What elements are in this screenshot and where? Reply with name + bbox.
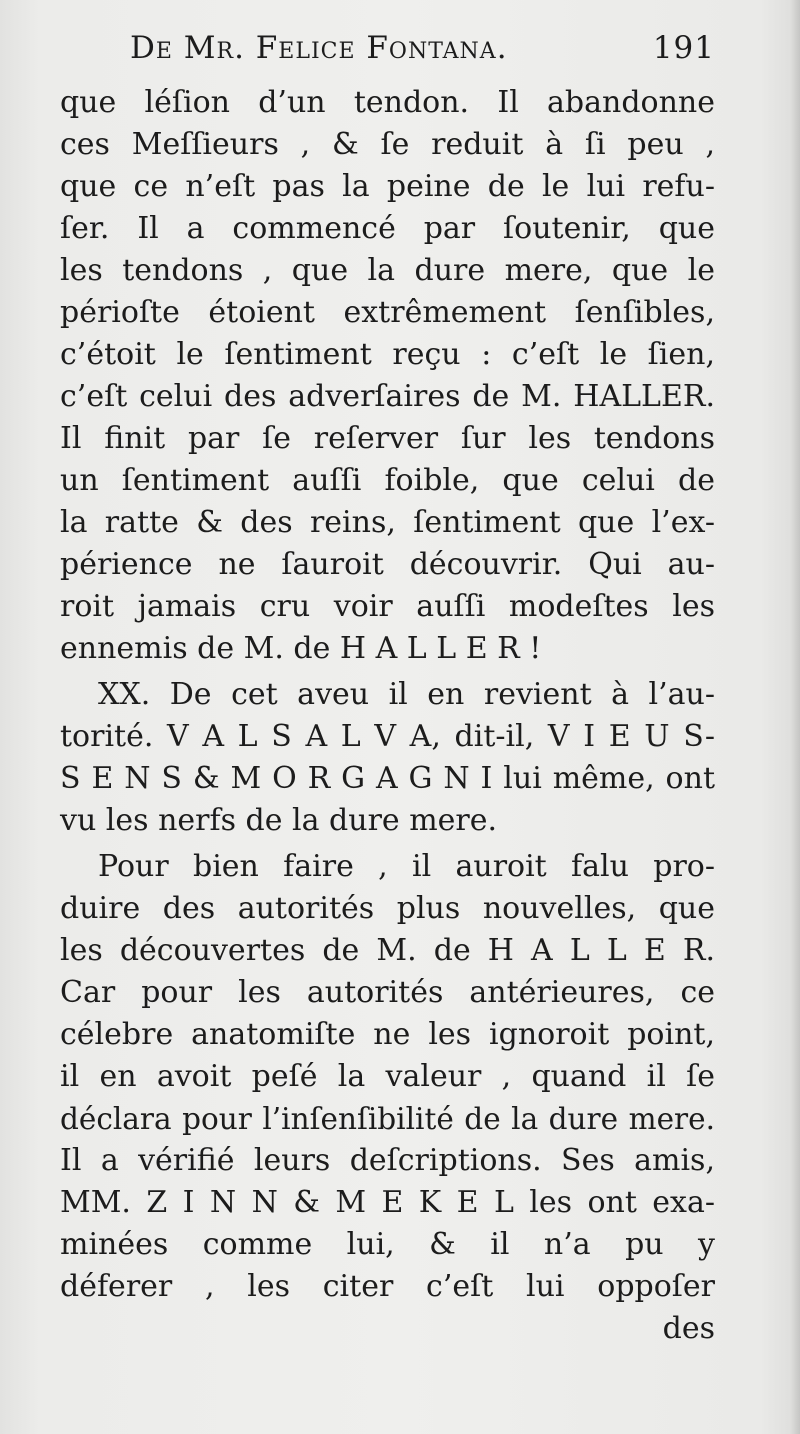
paragraph-start-line: Pour bien faire , il auroit falu pro- [98,849,715,884]
text-line: ſer. Il a commencé par ſoutenir, que [60,211,715,246]
text-line: roit jamais cru voir auſſi modeſtes les [60,589,715,624]
text-line: vu les nerfs de la dure mere. [60,803,498,838]
paragraph-start-line: XX. De cet aveu il en revient à l’au- [98,677,715,712]
text-line: il en avoit peſé la valeur , quand il ſe [60,1059,715,1094]
text-line: périence ne ſauroit découvrir. Qui au- [60,547,715,582]
text-line: périoſte étoient extrêmement ſenſibles, [60,295,715,330]
text-line: déferer , les citer c’eſt lui oppoſer [60,1269,715,1304]
text-line: Car pour les autorités antérieures, ce [60,975,715,1010]
page-header [60,28,715,72]
text-line: S E N S & M O R G A G N I lui même, ont [60,761,715,796]
text-line: déclara pour l’inſenſibilité de la dure mere. [60,1102,715,1136]
text-line: c’étoit le ſentiment reçu : c’eſt le ſien, [60,337,715,372]
text-line: célebre anatomiſte ne les ignoroit point, [60,1017,715,1052]
text-line: MM. Z I N N & M E K E L les ont exa- [60,1185,715,1220]
text-line: ennemis de M. de H A L L E R ! [60,631,542,666]
text-line: la ratte & des reins, ſentiment que l’ex- [60,505,715,540]
text-line: duire des autorités plus nouvelles, que [60,891,715,926]
catchword: des [662,1311,715,1346]
text-line: ces Meſſieurs , & ſe reduit à ſi peu , [60,127,715,162]
page-edge-shadow [790,0,800,1434]
body-text [60,82,715,1350]
text-line: les découvertes de M. de H A L L E R. [60,933,715,968]
text-line: un ſentiment auſſi foible, que celui de [60,463,715,498]
text-line: que léſion d’un tendon. Il abandonne [60,85,715,120]
text-line: c’eſt celui des adverſaires de M. HALLER. [60,379,715,414]
text-line: torité. V A L S A L V A, dit-il, V I E U S- [60,719,715,754]
text-line: minées comme lui, & il n’a pu y [60,1227,715,1262]
text-line: que ce n’eſt pas la peine de le lui refu- [60,169,715,204]
page-number: 191 [652,30,715,66]
running-title: De Mr. Felice Fontana. [130,30,508,66]
text-line: Il a vérifié leurs deſcriptions. Ses amis, [60,1143,715,1178]
text-line: Il finit par ſe reſerver ſur les tendons [60,421,715,456]
text-line: les tendons , que la dure mere, que le [60,253,715,288]
